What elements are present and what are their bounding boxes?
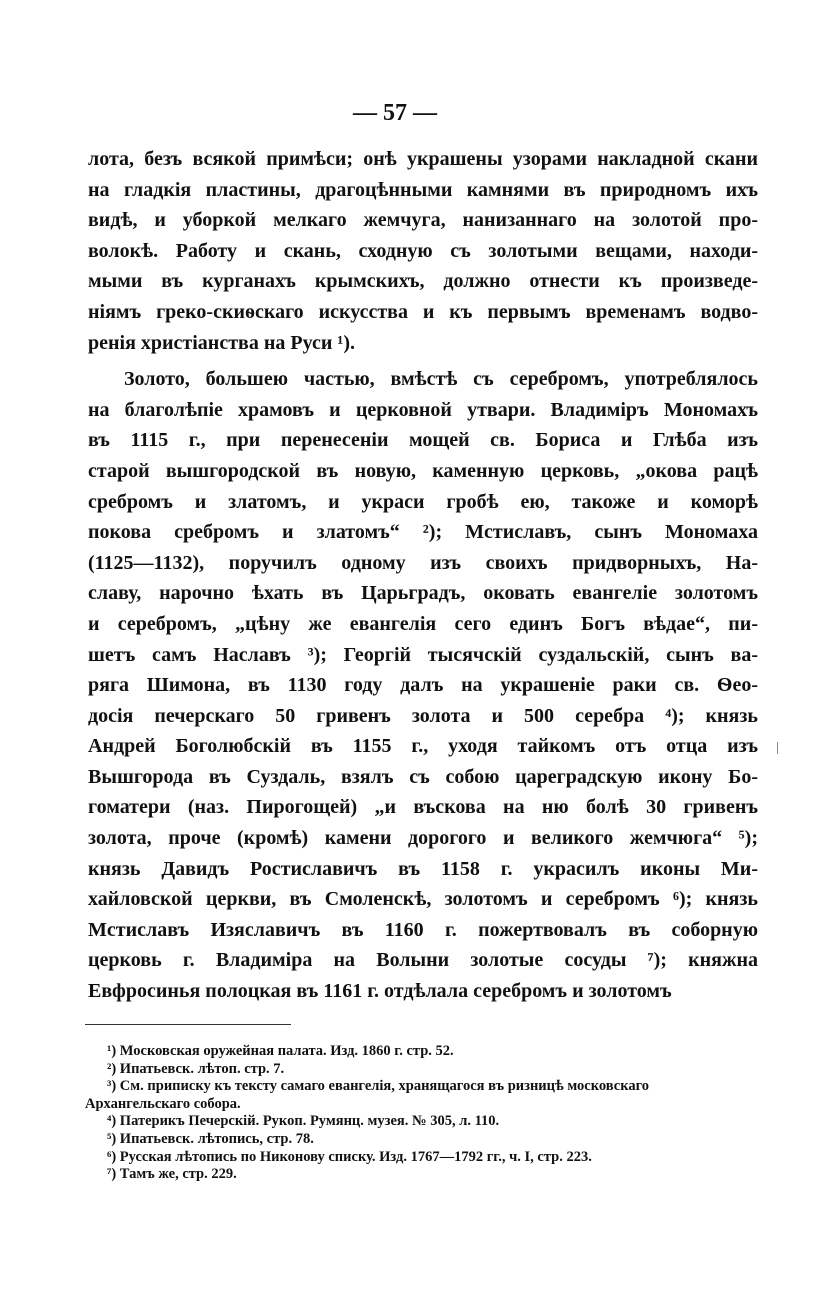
- footnote-divider: [85, 1024, 291, 1025]
- text-line: (1125—1132), поручилъ одному изъ своихъ придворныхъ, На-: [88, 551, 758, 574]
- text-line: ренія христіанства на Руси ¹).: [88, 331, 356, 354]
- body-text: [88, 144, 758, 1007]
- scan-mark: [777, 742, 778, 754]
- text-line: золота, проче (кромѣ) камени дорогого и великого жемчюга“ ⁵);: [88, 827, 758, 850]
- footnote: ⁵) Ипатьевск. лѣтопись, стр. 78.: [107, 1130, 314, 1147]
- text-line: досія печерскаго 50 гривенъ золота и 500 серебра ⁴); князь: [88, 704, 758, 727]
- footnote: ³) См. приписку къ тексту самаго евангелія, хранящагося въ ризницѣ московскаго: [107, 1078, 650, 1095]
- text-line: ніямъ греко-скиѳскаго искусства и къ первымъ временамъ водво-: [88, 300, 758, 323]
- text-line: князь Давидъ Ростиславичъ въ 1158 г. украсилъ иконы Ми-: [88, 857, 758, 880]
- text-line: лота, безъ всякой примѣси; онѣ украшены узорами накладной скани: [88, 148, 758, 170]
- text-line: покова сребромъ и златомъ“ ²); Мстиславъ, сынъ Мономаха: [88, 521, 758, 544]
- text-line: и серебромъ, „цѣну же евангелія сего единъ Богъ вѣдае“, пи-: [88, 612, 758, 635]
- text-line: старой вышгородской въ новую, каменную церковь, „окова рацѣ: [88, 459, 758, 482]
- text-line: мыми въ курганахъ крымскихъ, должно отнести къ произведе-: [88, 270, 758, 293]
- text-line: на гладкія пластины, драгоцѣнными камнями въ природномъ ихъ: [88, 178, 758, 201]
- footnote: ¹) Московская оружейная палата. Изд. 1860 г. стр. 52.: [107, 1043, 454, 1059]
- footnotes: [85, 1043, 745, 1184]
- text-line: Евфросинья полоцкая въ 1161 г. отдѣлала серебромъ и золотомъ: [88, 980, 672, 1003]
- page-number: — 57 —: [353, 100, 437, 126]
- text-line: ряга Шимона, въ 1130 году далъ на украшеніе раки св. Ѳео-: [88, 674, 758, 697]
- footnote: ⁷) Тамъ же, стр. 229.: [107, 1166, 237, 1183]
- text-line: гоматери (наз. Пирогощей) „и въскова на ню болѣ 30 гривенъ: [88, 796, 758, 819]
- text-line: Золото, большею частью, вмѣстѣ съ серебромъ, употреблялось: [124, 368, 758, 391]
- text-line: сребромъ и златомъ, и украси гробѣ ею, такоже и коморѣ: [88, 490, 758, 513]
- paragraph-2: [88, 364, 758, 1006]
- text-line: хайловской церкви, въ Смоленскѣ, золотомъ и серебромъ ⁶); князь: [88, 888, 758, 911]
- footnote: ²) Ипатьевск. лѣтоп. стр. 7.: [107, 1060, 285, 1077]
- text-line: Вышгорода въ Суздаль, взялъ съ собою цареградскую икону Бо-: [88, 765, 758, 788]
- text-line: Андрей Боголюбскій въ 1155 г., уходя тайкомъ отъ отца изъ: [88, 735, 758, 758]
- footnote: ⁶) Русская лѣтопись по Никонову списку. Изд. 1767—1792 гг., ч. I, стр. 223.: [107, 1148, 592, 1165]
- footnote: ⁴) Патерикъ Печерскій. Рукоп. Румянц. музея. № 305, л. 110.: [107, 1113, 500, 1130]
- text-line: церковь г. Владиміра на Волыни золотые сосуды ⁷); княжна: [88, 949, 758, 972]
- text-line: на благолѣпіе храмовъ и церковной утвари. Владиміръ Мономахъ: [88, 398, 758, 421]
- paragraph-1: [88, 144, 758, 358]
- text-line: видѣ, и уборкой мелкаго жемчуга, нанизаннаго на золотой про-: [88, 209, 758, 232]
- text-line: волокѣ. Работу и скань, сходную съ золотыми вещами, находи-: [88, 239, 758, 262]
- text-line: славу, нарочно ѣхать въ Царьградъ, оковать евангеліе золотомъ: [88, 582, 758, 605]
- text-line: Мстиславъ Изяславичъ въ 1160 г. пожертвовалъ въ соборную: [88, 918, 758, 941]
- text-line: въ 1115 г., при перенесеніи мощей св. Бориса и Глѣба изъ: [88, 429, 758, 452]
- text-line: шетъ самъ Наславъ ³); Георгій тысячскій суздальскій, сынъ ва-: [88, 643, 758, 666]
- footnote: Архангельскаго собора.: [85, 1095, 241, 1112]
